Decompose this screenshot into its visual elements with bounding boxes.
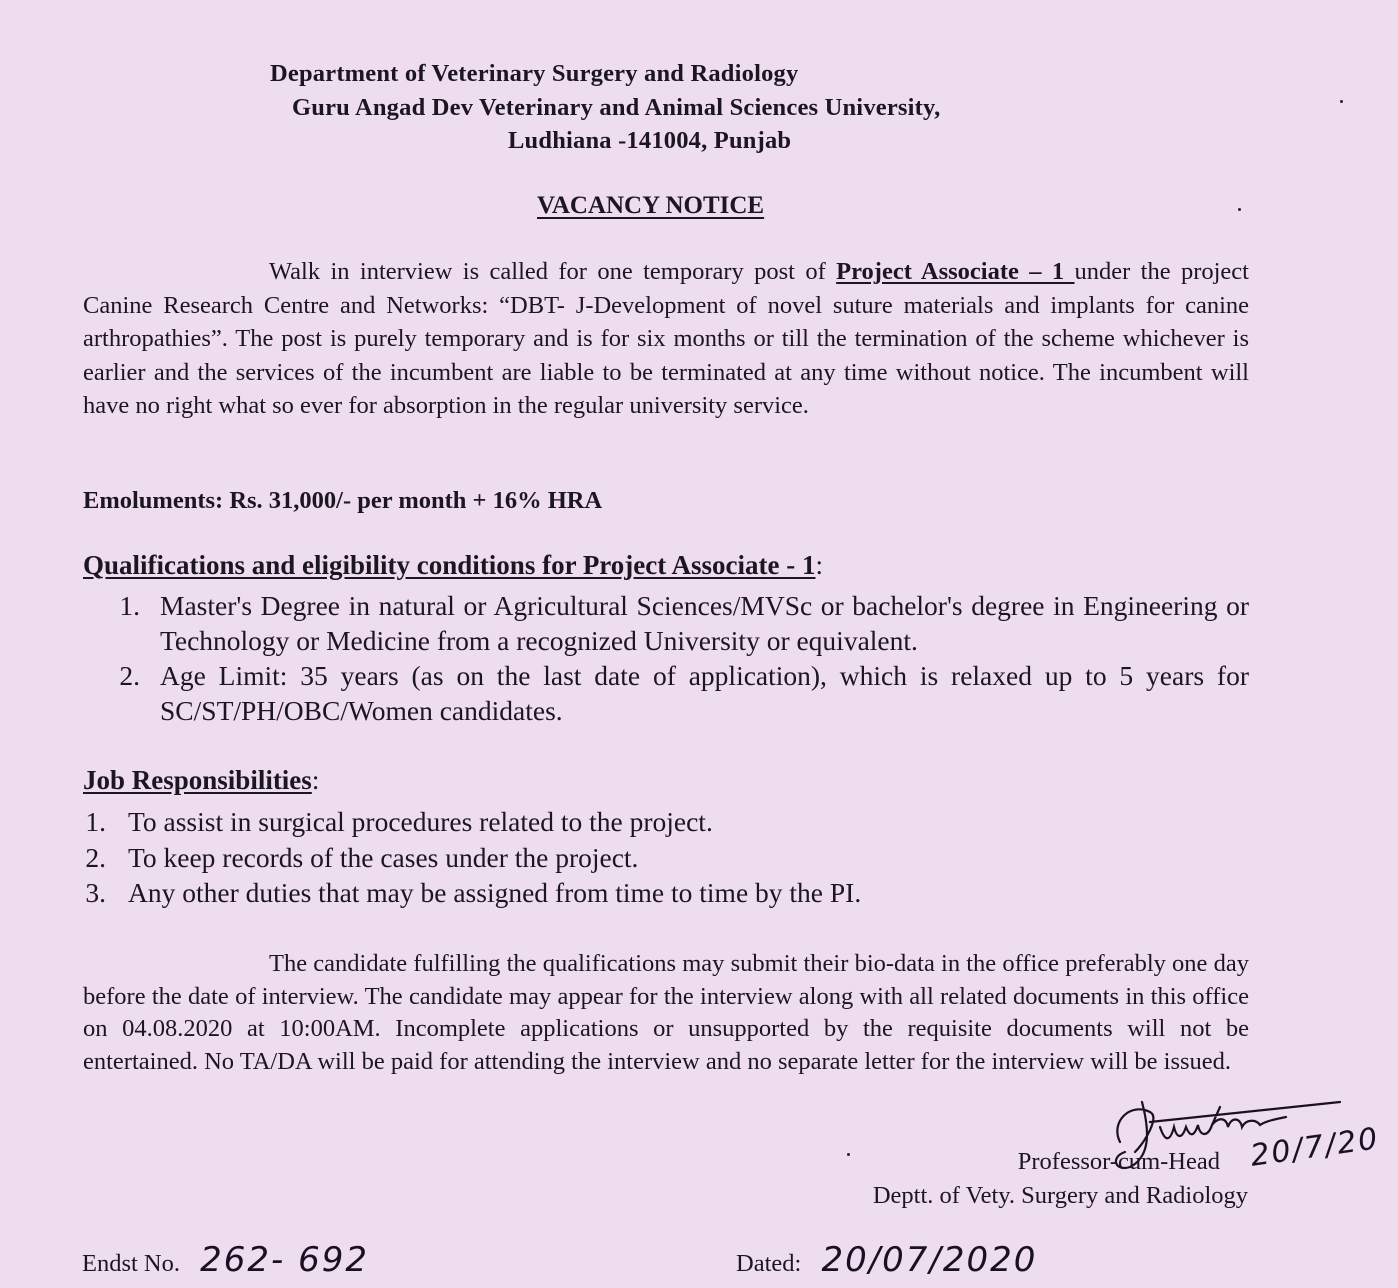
list-item-number: 2.	[119, 660, 140, 691]
department-name: Department of Veterinary Surgery and Radiology	[270, 60, 799, 87]
list-item	[83, 804, 1249, 840]
notice-title: VACANCY NOTICE	[537, 192, 765, 219]
endorsement-number	[82, 1240, 369, 1280]
list-item-number: 1.	[85, 806, 106, 837]
stray-mark	[1340, 100, 1343, 103]
intro-rest: under the project Canine Research Centre and Networks: “DBT- J-Development of novel suture materials and implants for canine arthropathies”. The post is purely temporary and is for six months or till the termination of the scheme whichever is earlier and the services of the incumbent are liable to be terminated at any time without notice. The incumbent will have no right what so ever for absorption in the regular university service.	[83, 258, 1249, 419]
list-item	[83, 840, 1249, 876]
handwritten-signature-date: 20/7/20	[1248, 1121, 1382, 1174]
dated-value: 20/07/2020	[821, 1240, 1038, 1280]
list-item-number: 2.	[85, 841, 106, 873]
qualifications-colon: :	[815, 550, 823, 580]
qualifications-heading-text: Qualifications and eligibility conditions for Project Associate - 1	[83, 550, 816, 580]
qualifications-list	[83, 588, 1249, 728]
emoluments: Emoluments: Rs. 31,000/- per month + 16% HRA	[83, 487, 603, 514]
intro-paragraph	[83, 255, 1249, 423]
post-name: Project Associate – 1	[836, 258, 1075, 285]
list-item-text: To keep records of the cases under the project.	[128, 841, 639, 873]
list-item-number: 3.	[85, 877, 106, 908]
signatory-title: Professor-cum-Head	[1017, 1148, 1220, 1175]
responsibilities-heading-text: Job Responsibilities	[83, 765, 312, 795]
endst-value: 262- 692	[200, 1240, 369, 1280]
dated-label: Dated:	[736, 1250, 802, 1277]
closing-text: The candidate fulfilling the qualifications may submit their bio-data in the office preferably one day before the date of interview. The candidate may appear for the interview along with all related documents in this office on 04.08.2020 at 10:00AM. Incomplete applications or unsupported by the requisite documents will not be entertained. No TA/DA will be paid for attending the interview and no separate letter for the interview will be issued.	[83, 950, 1249, 1075]
responsibilities-list	[83, 804, 1249, 911]
university-name: Guru Angad Dev Veterinary and Animal Sciences University,	[292, 94, 941, 121]
qualifications-heading	[83, 550, 823, 581]
list-item	[83, 658, 1249, 728]
list-item-text: Age Limit: 35 years (as on the last date of application), which is relaxed up to 5 years for SC/ST/PH/OBC/Women candidates.	[160, 660, 1249, 726]
intro-lead: Walk in interview is called for one temporary post of	[269, 258, 837, 285]
list-item-number: 1.	[119, 590, 140, 621]
university-address: Ludhiana -141004, Punjab	[508, 127, 792, 154]
stray-mark	[1238, 208, 1241, 211]
list-item	[83, 875, 1249, 911]
endst-label: Endst No.	[82, 1250, 180, 1277]
responsibilities-colon: :	[311, 765, 320, 795]
list-item-text: Any other duties that may be assigned from time to time by the PI.	[128, 877, 862, 908]
list-item-text: To assist in surgical procedures related to the project.	[128, 806, 713, 837]
list-item	[83, 588, 1249, 658]
signatory-department: Deptt. of Vety. Surgery and Radiology	[872, 1182, 1248, 1209]
stray-mark	[847, 1153, 850, 1156]
responsibilities-heading	[83, 765, 319, 796]
closing-paragraph	[83, 948, 1249, 1078]
list-item-text: Master's Degree in natural or Agricultural Sciences/MVSc or bachelor's degree in Engineering or Technology or Medicine from a recognized University or equivalent.	[160, 590, 1249, 656]
dated-field	[736, 1240, 1037, 1280]
